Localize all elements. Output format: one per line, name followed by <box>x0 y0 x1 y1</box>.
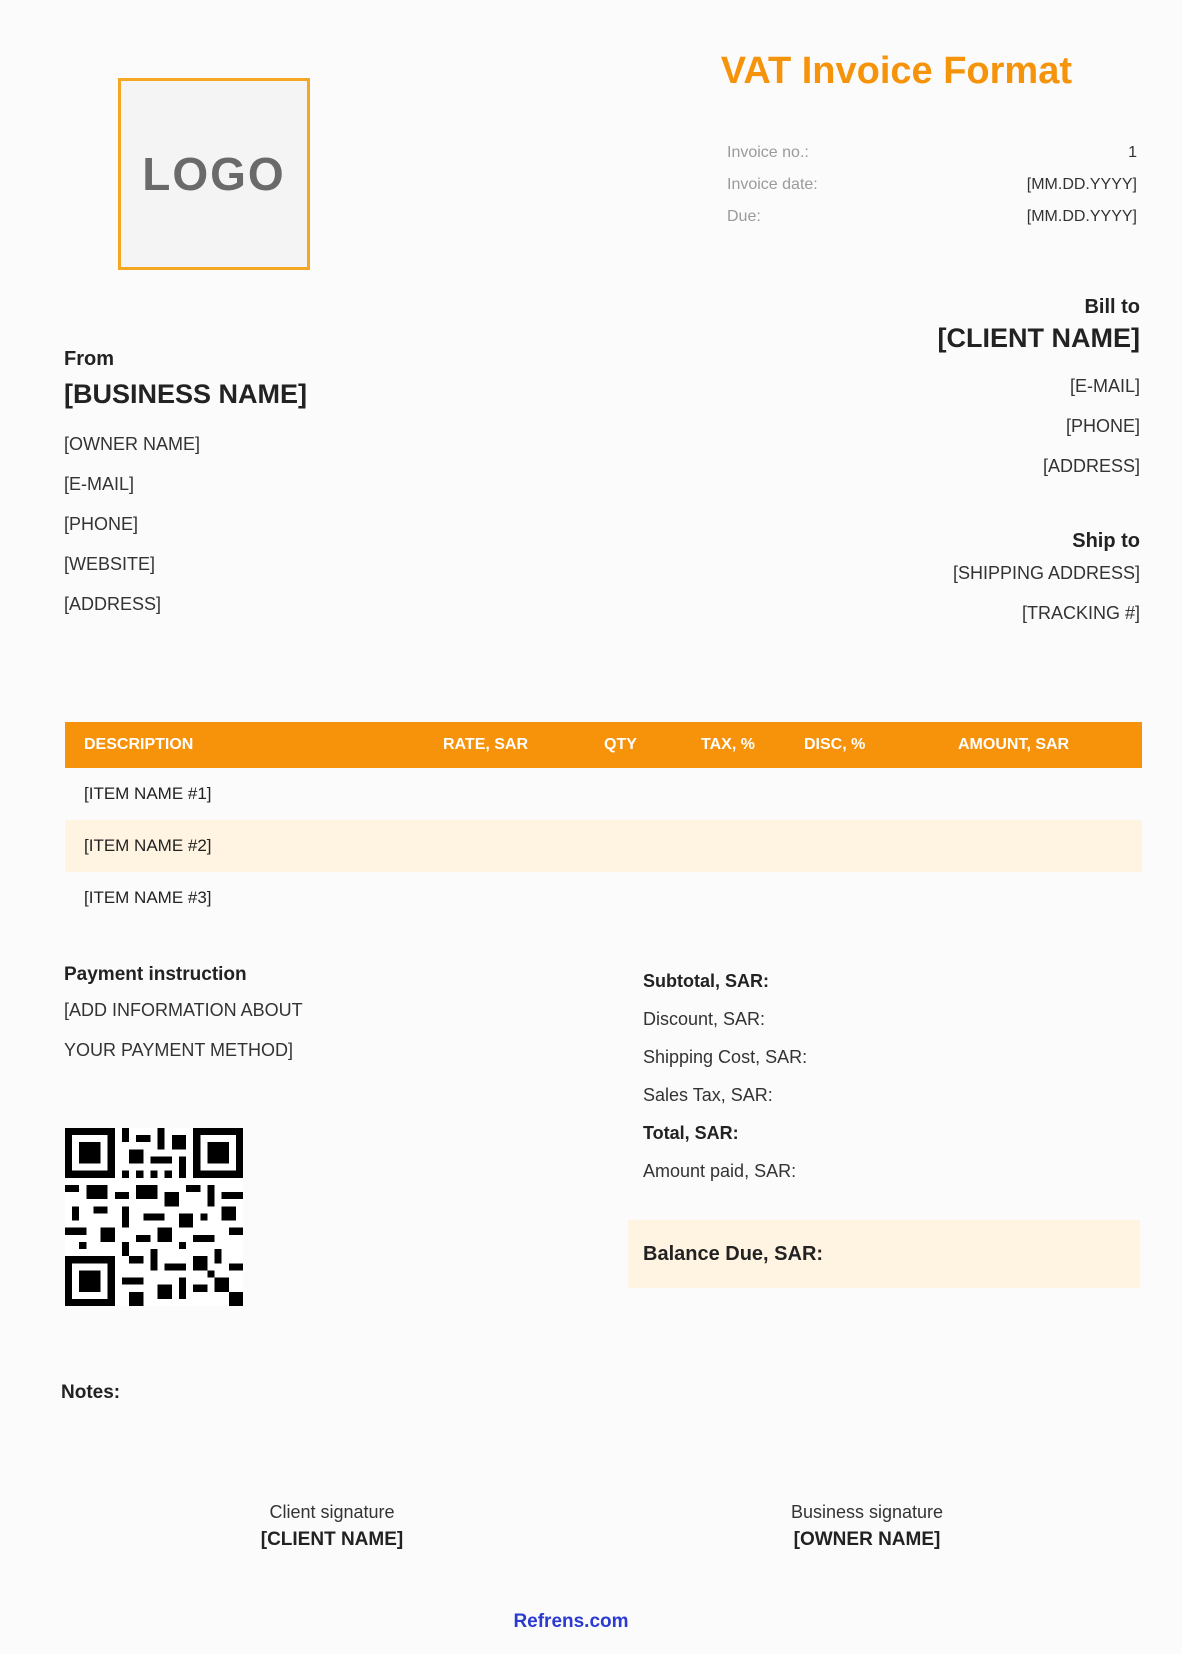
table-header <box>65 722 1142 768</box>
qr-code <box>65 1128 243 1306</box>
payment-section <box>64 964 303 1070</box>
item-name: [ITEM NAME #1] <box>84 784 212 803</box>
client-address: [ADDRESS] <box>1042 456 1140 476</box>
balance-due-box <box>628 1220 1140 1288</box>
invoice-number-value: 1 <box>1128 144 1137 161</box>
payment-info-line-1: [ADD INFORMATION ABOUT <box>64 1000 303 1020</box>
col-disc: DISC, % <box>804 736 866 753</box>
payment-heading: Payment instruction <box>64 964 247 985</box>
shipping-cost-label: Shipping Cost, SAR: <box>643 1047 808 1067</box>
due-date-row <box>727 208 1137 240</box>
invoice-date-value: [MM.DD.YYYY] <box>1026 176 1137 193</box>
subtotal-label: Subtotal, SAR: <box>643 971 769 991</box>
footer-brand-link[interactable]: Refrens.com <box>513 1611 629 1632</box>
invoice-date-row <box>727 176 1137 208</box>
client-signature-name: [CLIENT NAME] <box>260 1529 404 1550</box>
business-name: [BUSINESS NAME] <box>64 379 308 409</box>
client-phone: [PHONE] <box>1065 416 1140 436</box>
notes-label: Notes: <box>61 1382 121 1403</box>
shipping-address: [SHIPPING ADDRESS] <box>952 563 1140 583</box>
invoice-number-label: Invoice no.: <box>727 144 809 161</box>
invoice-title: VAT Invoice Format <box>720 50 1072 92</box>
from-heading: From <box>64 348 114 370</box>
table-row <box>65 768 1142 820</box>
ship-to-section <box>953 530 1140 633</box>
balance-due-label: Balance Due, SAR: <box>643 1242 824 1265</box>
table-row <box>65 872 1142 924</box>
totals-section <box>643 962 807 1190</box>
from-section <box>64 348 307 624</box>
client-signature-label: Client signature <box>269 1502 395 1522</box>
from-address: [ADDRESS] <box>64 594 162 614</box>
item-name: [ITEM NAME #2] <box>84 836 212 855</box>
col-tax: TAX, % <box>701 736 755 753</box>
table-row <box>65 820 1142 872</box>
from-email: [E-MAIL] <box>64 474 135 494</box>
from-phone: [PHONE] <box>64 514 139 534</box>
bill-to-heading: Bill to <box>1084 296 1140 318</box>
ship-to-heading: Ship to <box>1072 530 1140 552</box>
amount-paid-label: Amount paid, SAR: <box>643 1161 797 1181</box>
owner-name: [OWNER NAME] <box>64 434 201 454</box>
business-signature <box>767 1502 967 1551</box>
item-name: [ITEM NAME #3] <box>84 888 212 907</box>
sales-tax-label: Sales Tax, SAR: <box>643 1085 773 1105</box>
invoice-number-row <box>727 144 1137 176</box>
items-table <box>65 722 1142 924</box>
client-name: [CLIENT NAME] <box>937 323 1140 353</box>
discount-label: Discount, SAR: <box>643 1009 766 1029</box>
payment-info-line-2: YOUR PAYMENT METHOD] <box>64 1040 294 1060</box>
col-qty: QTY <box>604 736 637 753</box>
business-signature-name: [OWNER NAME] <box>793 1529 941 1550</box>
client-email: [E-MAIL] <box>1069 376 1140 396</box>
bill-to-section <box>938 296 1140 486</box>
tracking-number: [TRACKING #] <box>1021 603 1140 623</box>
client-signature <box>232 1502 432 1551</box>
col-description: DESCRIPTION <box>84 736 194 753</box>
total-label: Total, SAR: <box>643 1123 739 1143</box>
logo-text: LOGO <box>142 148 286 200</box>
due-date-label: Due: <box>727 208 761 225</box>
invoice-meta <box>727 144 1137 240</box>
business-signature-label: Business signature <box>790 1502 944 1522</box>
invoice-date-label: Invoice date: <box>727 176 818 193</box>
due-date-value: [MM.DD.YYYY] <box>1026 208 1137 225</box>
from-website: [WEBSITE] <box>64 554 156 574</box>
logo-placeholder <box>118 78 310 270</box>
col-rate: RATE, SAR <box>443 736 529 753</box>
col-amount: AMOUNT, SAR <box>958 736 1070 753</box>
